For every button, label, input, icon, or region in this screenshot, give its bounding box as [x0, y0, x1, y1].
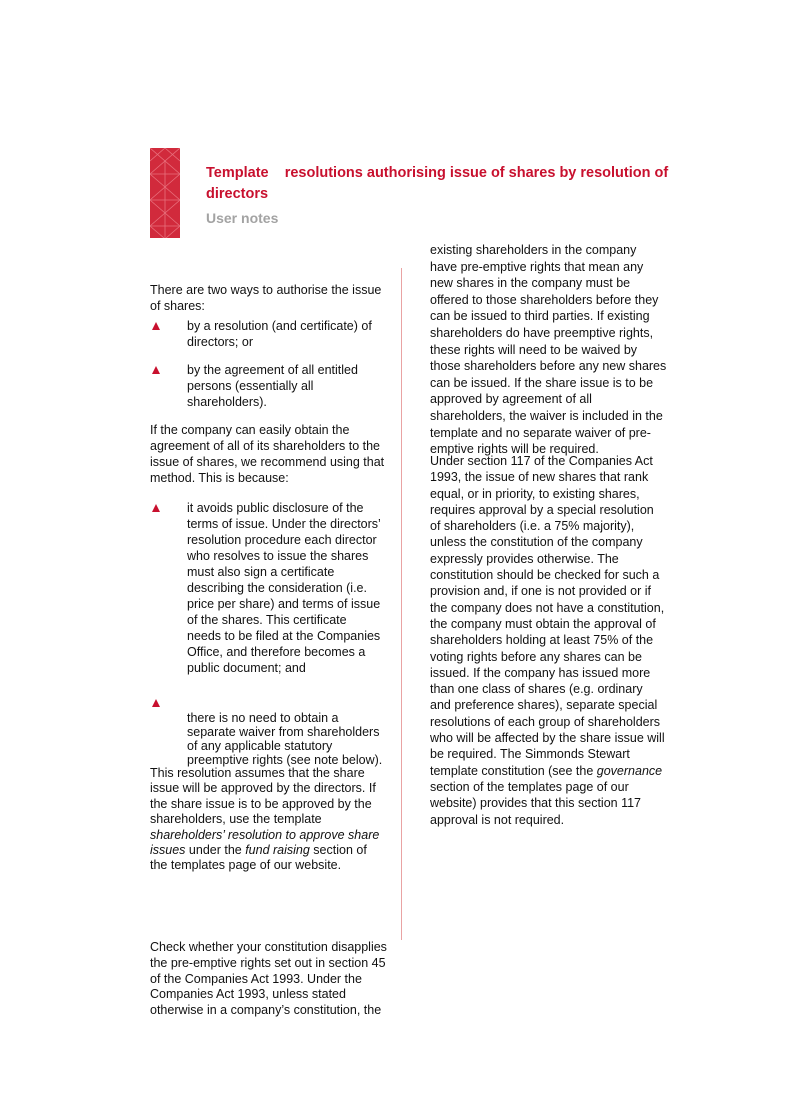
text-line: existing shareholders in the company — [430, 243, 637, 257]
text-line — [150, 812, 379, 827]
text-line — [430, 583, 665, 599]
text-segment: constitution should be checked for such a — [430, 568, 660, 583]
text-line: who resolves to issue the shares — [187, 549, 369, 563]
text-segment: issued. If the company has issued more — [430, 665, 651, 680]
text-segment: expressly provides otherwise. The — [430, 551, 619, 566]
text-line — [430, 486, 665, 502]
triangle-bullet-icon — [152, 366, 160, 374]
triangle-bullet-icon — [152, 504, 160, 512]
text-line: those shareholders before any new shares — [430, 359, 667, 374]
text-line: issue of shares, we recommend using that — [150, 455, 385, 469]
text-line — [430, 567, 665, 583]
bullet-public-disclosure — [187, 500, 381, 676]
text-line — [430, 502, 665, 518]
text-line: terms of issue. Under the directors’ — [187, 517, 381, 531]
constitution-check-paragraph — [150, 940, 387, 1019]
text-line: can be issued to third parties. If existing — [430, 309, 650, 324]
document-subtitle: User notes — [206, 210, 279, 226]
text-segment: approval is not required. — [430, 812, 565, 827]
text-line — [430, 616, 665, 632]
text-segment: section of the templates page of our — [430, 779, 629, 794]
text-segment: unless the constitution of the company — [430, 535, 643, 550]
text-line: shareholders, the waiver is included in the — [430, 408, 663, 423]
text-line: Check whether your constitution disapplies — [150, 940, 387, 954]
text-line: Companies Act 1993, unless stated — [150, 987, 346, 1002]
text-segment: the company must obtain the approval of — [430, 616, 656, 631]
italic-text: shareholders’ resolution to approve share — [150, 827, 380, 842]
text-line: method. This is because: — [150, 471, 289, 485]
text-line: of the shares. This certificate — [187, 613, 347, 627]
text-segment: be required. The Simmonds Stewart — [430, 747, 630, 762]
text-line: needs to be filed at the Companies — [187, 629, 381, 643]
bullet-no-waiver — [187, 711, 382, 767]
text-line — [430, 681, 665, 697]
triangle-bullet-icon — [152, 699, 160, 707]
text-line: by a resolution (and certificate) of — [187, 319, 372, 333]
text-line: have pre-emptive rights that mean any — [430, 259, 644, 274]
text-segment: than one class of shares (e.g. ordinary — [430, 682, 643, 697]
bullet-entitled-persons — [187, 362, 358, 410]
assumption-paragraph — [150, 766, 379, 874]
preemptive-rights-paragraph — [430, 242, 666, 458]
italic-text: fund raising — [245, 843, 310, 858]
text-line: offered to those shareholders before they — [430, 292, 659, 307]
text-segment: resolutions of each group of shareholders — [430, 714, 661, 729]
title-line: directors — [206, 186, 269, 202]
text-line: there is no need to obtain a — [187, 711, 339, 725]
text-line: describing the consideration (i.e. — [187, 581, 367, 595]
text-line — [430, 649, 665, 665]
text-line: Office, and therefore becomes a — [187, 645, 366, 659]
logo-triangle-pattern — [150, 148, 180, 238]
text-segment: website) provides that this section 117 — [430, 796, 641, 811]
text-line — [150, 781, 379, 796]
text-line: price per share) and terms of issue — [187, 597, 381, 611]
text-line: can be issued. If the share issue is to be — [430, 375, 654, 390]
text-line — [430, 551, 665, 567]
document-title — [206, 163, 668, 205]
triangle-bullet-icon — [152, 322, 160, 330]
text-line — [430, 746, 665, 762]
text-line — [430, 697, 665, 713]
text-line — [150, 843, 379, 858]
recommendation-paragraph — [150, 422, 384, 486]
text-segment: This resolution assumes that the share — [150, 766, 365, 780]
text-line: shareholders do have preemptive rights, — [430, 325, 654, 340]
text-line — [430, 763, 665, 779]
title-line: Template resolutions authorising issue of shares by resolution of — [206, 165, 669, 181]
text-segment: section of — [309, 843, 367, 858]
text-line: preemptive rights (see note below). — [187, 753, 383, 767]
text-segment: 1993, the issue of new shares that rank — [430, 470, 649, 485]
text-line: of any applicable statutory — [187, 739, 333, 753]
text-line: these rights will need to be waived by — [430, 342, 638, 357]
text-line: persons (essentially all — [187, 379, 314, 393]
text-line — [430, 795, 665, 811]
intro-paragraph — [150, 282, 381, 314]
text-line — [430, 730, 665, 746]
text-segment: under the — [185, 843, 246, 858]
text-line — [150, 828, 379, 843]
text-segment: of shareholders (i.e. a 75% majority), — [430, 519, 635, 534]
text-segment: template constitution (see the — [430, 763, 597, 778]
text-line: it avoids public disclosure of the — [187, 501, 364, 515]
text-line: separate waiver from shareholders — [187, 725, 380, 739]
text-line: of the Companies Act 1993. Under the — [150, 971, 362, 986]
text-line — [150, 797, 379, 812]
text-line: agreement of all of its shareholders to the — [150, 439, 380, 453]
text-line: resolution procedure each director — [187, 533, 377, 547]
italic-text: issues — [150, 843, 186, 858]
text-line — [430, 714, 665, 730]
text-line: the pre-emptive rights set out in section 45 — [150, 955, 386, 970]
text-segment: issue will be approved by the directors. If — [150, 781, 376, 796]
text-line: by the agreement of all entitled — [187, 363, 358, 377]
text-line — [430, 518, 665, 534]
text-line — [430, 534, 665, 550]
text-line — [430, 779, 665, 795]
italic-text: governance — [596, 763, 663, 778]
text-line — [430, 665, 665, 681]
text-line: public document; and — [187, 661, 306, 675]
text-segment: equal, or in priority, to existing shares, — [430, 486, 640, 501]
text-line — [430, 469, 665, 485]
text-line — [430, 453, 665, 469]
text-segment: shareholders, use the template — [150, 812, 322, 827]
text-segment: requires approval by a special resolution — [430, 502, 654, 517]
text-line: directors; or — [187, 335, 253, 349]
text-line: must also sign a certificate — [187, 565, 335, 579]
text-line: otherwise in a company’s constitution, the — [150, 1003, 382, 1018]
text-line: approved by agreement of all — [430, 392, 592, 407]
text-line: of shares: — [150, 299, 205, 313]
text-line: If the company can easily obtain the — [150, 423, 350, 437]
text-line — [150, 766, 379, 781]
text-line — [430, 632, 665, 648]
text-line — [430, 600, 665, 616]
text-segment: the share issue is to be approved by the — [150, 796, 372, 811]
text-segment: Under section 117 of the Companies Act — [430, 454, 653, 468]
text-segment: and preference shares), separate special — [430, 698, 658, 713]
text-line: shareholders). — [187, 395, 267, 409]
text-segment: the templates page of our website. — [150, 858, 342, 873]
text-segment: provision and, if one is not provided or if — [430, 584, 651, 599]
text-segment: who will be affected by the share issue will — [430, 731, 665, 746]
text-segment: the company does not have a constitution, — [430, 600, 665, 615]
text-line — [150, 858, 379, 873]
text-line: emptive rights will be required. — [430, 442, 599, 457]
text-line: There are two ways to authorise the issue — [150, 283, 382, 297]
bullet-directors-resolution — [187, 318, 372, 350]
section-117-paragraph — [430, 453, 665, 828]
text-line: new shares in the company must be — [430, 276, 631, 291]
text-segment: shareholders holding at least 75% of the — [430, 633, 654, 648]
text-line: template and no separate waiver of pre- — [430, 425, 651, 440]
text-segment: voting rights before any shares can be — [430, 649, 642, 664]
column-divider — [401, 268, 402, 940]
text-line — [430, 812, 665, 828]
